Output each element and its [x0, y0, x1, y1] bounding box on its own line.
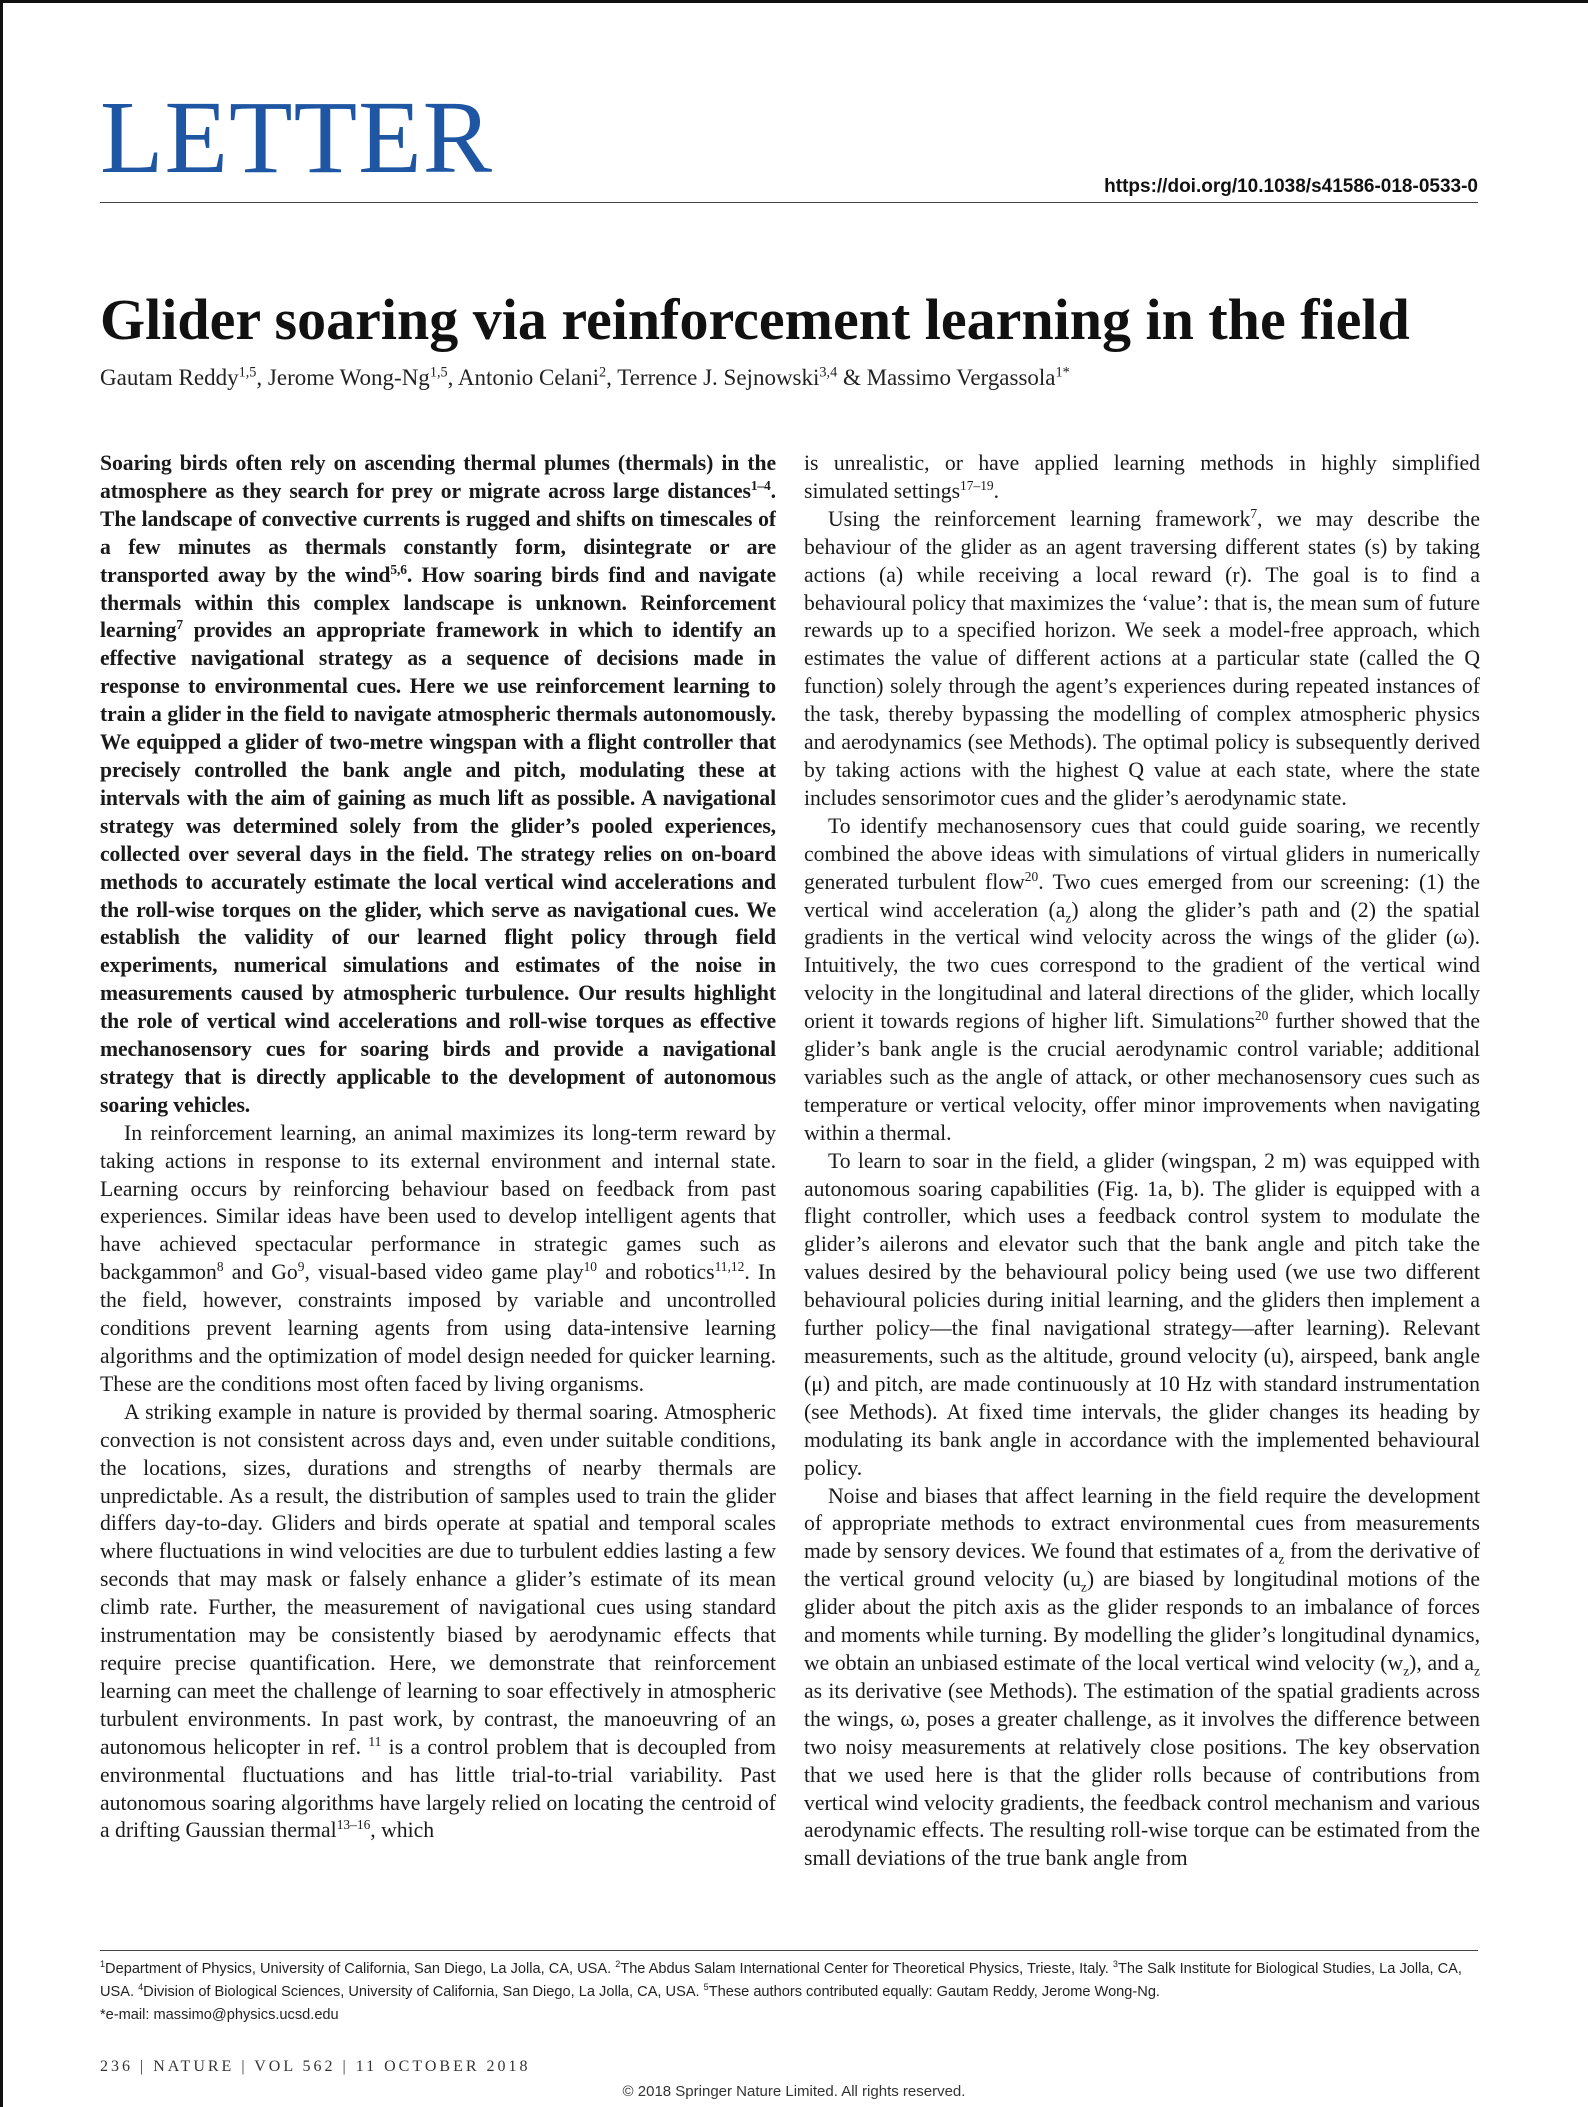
- subscript: z: [1065, 909, 1072, 925]
- author-list: Gautam Reddy$^{1,5}$, Jerome Wong-Ng$^{1,5}$, Antonio Celani$^2$, Terrence J. Sejnowski$^{3,4}$ & Massimo Vergassola$^{1*}$: [100, 364, 1070, 390]
- superscript: 1*: [1055, 364, 1070, 381]
- page-footer: 236 | NATURE | VOL 562 | 11 OCTOBER 2018: [100, 2058, 531, 2075]
- body-paragraph: Using the reinforcement learning framework$^7$, we may describe the behaviour of the glider as an agent traversing different states (s) by taking actions (a) while receiving a local reward (r). The goal is to find a behavioural policy that maximizes the ‘value’: that is, the mean sum of future rewards up to a specified horizon. We seek a model-free approach, which estimates the value of different actions at a particular state (called the Q function) solely through the agent’s experiences during repeated instances of the task, thereby bypassing the modelling of complex atmospheric physics and aerodynamics (see Methods). The optimal policy is subsequently derived by taking actions with the highest Q value at each state, where the state includes sensorimotor cues and the glider’s aerodynamic state.: [804, 505, 1480, 810]
- superscript: 7: [176, 617, 183, 633]
- superscript: 1,5: [238, 364, 257, 381]
- body-paragraph: Noise and biases that affect learning in the field require the development of appropriate methods to extract environmental cues from measurements made by sensory devices. We found that estimates of $a_z$ from the derivative of the vertical ground velocity $(u_z)$ are biased by longitudinal motions of the glider about the pitch axis as the glider responds to an imbalance of forces and moments while turning. By modelling the glider’s longitudinal dynamics, we obtain an unbiased estimate of the local vertical wind velocity $(w_z)$, and $a_z$ as its derivative (see Methods). The estimation of the spatial gradients across the wings, ω, poses a greater challenge, as it involves the difference between two noisy measurements at relatively close positions. The key observation that we used here is that the glider rolls because of contributions from vertical wind velocity gradients, the feedback control mechanism and various aerodynamic effects. The resulting roll-wise torque can be estimated from the small deviations of the true bank angle from: [804, 1483, 1480, 1871]
- copyright-notice: © 2018 Springer Nature Limited. All rights reserved.: [622, 2083, 966, 2100]
- affiliation-list: $^1$Department of Physics, University of California, San Diego, La Jolla, CA, USA. $^2$The Abdus Salam International Center for Theoretical Physics, Trieste, Italy. $^3$The Salk Institute for Biological Studies, La Jolla, CA, USA. $^4$Division of Biological Sciences, University of California, San Diego, La Jolla, CA, USA. $^5$These authors contributed equally: Gautam Reddy, Jerome Wong-Ng.: [100, 1959, 1462, 2000]
- body-paragraph: A striking example in nature is provided by thermal soaring. Atmospheric convection is not consistent across days and, even under suitable conditions, the locations, sizes, durations and strengths of nearby thermals are unpredictable. As a result, the distribution of samples used to train the glider differs day-to-day. Gliders and birds operate at spatial and temporal scales where fluctuations in wind velocities are due to turbulent eddies lasting a few seconds that may mask or falsely enhance a glider’s estimate of its mean climb rate. Further, the measurement of navigational cues using standard instrumentation may be consistently biased by aerodynamic effects that require precise quantification. Here, we demonstrate that reinforcement learning can meet the challenge of learning to soar effectively in atmospheric turbulent environments. In past work, by contrast, the manoeuvring of an autonomous helicopter in ref. $^{11}$ is a control problem that is decoupled from environmental fluctuations and has little trial-to-trial variability. Past autonomous soaring algorithms have largely relied on locating the centroid of a drifting Gaussian thermal$^{13-16}$, which: [100, 1399, 776, 1843]
- section-label: LETTER: [100, 80, 494, 195]
- superscript: 1,5: [429, 364, 448, 381]
- footnote-divider: [100, 1950, 1478, 1951]
- superscript: 17–19: [960, 477, 994, 493]
- body-paragraph: To learn to soar in the field, a glider (wingspan, 2 m) was equipped with autonomous soaring capabilities (Fig. 1a, b). The glider is equipped with a flight controller, which uses a feedback control system to modulate the glider’s ailerons and elevator such that the bank angle and pitch take the values desired by the behavioural policy being used (we use two different behavioural policies during initial learning, and the gliders then implement a further policy—the final navigational strategy—after learning). Relevant measurements, such as the altitude, ground velocity (u), airspeed, bank angle (μ) and pitch, are made continuously at 10 Hz with standard instrumentation (see Methods). At fixed time intervals, the glider changes its heading by modulating its bank angle in accordance with the implemented behavioural policy.: [804, 1148, 1480, 1480]
- article-title: Glider soaring via reinforcement learning in the field: [100, 287, 1410, 352]
- left-column: [100, 450, 776, 1940]
- right-column: [804, 450, 1480, 1940]
- superscript: 11,12: [714, 1259, 745, 1275]
- subscript: z: [1278, 1551, 1285, 1567]
- subscript: z: [1080, 1579, 1087, 1595]
- superscript: 1: [100, 1959, 106, 1970]
- header-divider: [100, 202, 1478, 203]
- superscript: 2: [599, 364, 607, 381]
- subscript: z: [1474, 1663, 1480, 1679]
- superscript: 20: [1254, 1007, 1269, 1023]
- doi-link[interactable]: https://doi.org/10.1038/s41586-018-0533-0: [1104, 176, 1478, 197]
- superscript: 13–16: [336, 1817, 371, 1833]
- affiliations: [100, 1958, 1478, 2027]
- corresponding-email[interactable]: *e-mail: massimo@physics.ucsd.edu: [100, 2007, 339, 2023]
- body-paragraph: To identify mechanosensory cues that could guide soaring, we recently combined the above ideas with simulations of virtual gliders in numerically generated turbulent flow$^{20}$. Two cues emerged from our screening: (1) the vertical wind acceleration $(a_z)$ along the glider’s path and (2) the spatial gradients in the vertical wind velocity across the wings of the glider (ω). Intuitively, the two cues correspond to the gradient of the vertical wind velocity in the longitudinal and lateral directions of the glider, which locally orient it towards regions of higher lift. Simulations$^{20}$ further showed that the glider’s bank angle is the crucial aerodynamic control variable; additional variables such as the angle of attack, or other mechanosensory cues such as temperature or vertical velocity, offer minor improvements when navigating within a thermal.: [804, 813, 1480, 1145]
- superscript: 10: [583, 1259, 597, 1275]
- superscript: 3,4: [819, 364, 838, 381]
- superscript: 9: [297, 1259, 305, 1275]
- left-border: [0, 0, 3, 2107]
- superscript: 2: [615, 1959, 621, 1970]
- superscript: 3: [1112, 1959, 1118, 1970]
- superscript: 11: [368, 1733, 382, 1749]
- superscript: 5,6: [390, 561, 407, 577]
- subscript: z: [1403, 1663, 1410, 1679]
- superscript: 8: [216, 1259, 224, 1275]
- top-border: [0, 0, 1588, 3]
- superscript: 5: [703, 1982, 709, 1993]
- superscript: 4: [138, 1982, 144, 1993]
- body-paragraph: is unrealistic, or have applied learning methods in highly simplified simulated settings$^{17-19}$.: [804, 451, 1480, 503]
- abstract-paragraph: Soaring birds often rely on ascending thermal plumes (thermals) in the atmosphere as they search for prey or migrate across large distances$^{1-4}$. The landscape of convective currents is rugged and shifts on timescales of a few minutes as thermals constantly form, disintegrate or are transported away by the wind$^{5,6}$. How soaring birds find and navigate thermals within this complex landscape is unknown. Reinforcement learning$^7$ provides an appropriate framework in which to identify an effective navigational strategy as a sequence of decisions made in response to environmental cues. Here we use reinforcement learning to train a glider in the field to navigate atmospheric thermals autonomously. We equipped a glider of two-metre wingspan with a flight controller that precisely controlled the bank angle and pitch, modulating these at intervals with the aim of gaining as much lift as possible. A navigational strategy was determined solely from the glider’s pooled experiences, collected over several days in the field. The strategy relies on on-board methods to accurately estimate the local vertical wind accelerations and the roll-wise torques on the glider, which serve as navigational cues. We establish the validity of our learned flight policy through field experiments, numerical simulations and estimates of the noise in measurements caused by atmospheric turbulence. Our results highlight the role of vertical wind accelerations and roll-wise torques as effective mechanosensory cues for soaring birds and provide a navigational strategy that is directly applicable to the development of autonomous soaring vehicles.: [100, 451, 776, 1117]
- superscript: 20: [1024, 868, 1039, 884]
- superscript: 7: [1250, 505, 1258, 521]
- superscript: 1–4: [750, 477, 771, 493]
- body-paragraph: In reinforcement learning, an animal maximizes its long-term reward by taking actions in response to its external environment and internal state. Learning occurs by reinforcing behaviour based on feedback from past experiences. Similar ideas have been used to develop intelligent agents that have achieved spectacular performance in strategic games such as backgammon$^8$ and Go$^9$, visual-based video game play$^{10}$ and robotics$^{11,12}$. In the field, however, constraints imposed by variable and uncontrolled conditions prevent learning agents from using data-intensive learning algorithms and the optimization of model design needed for quicker learning. These are the conditions most often faced by living organisms.: [100, 1120, 776, 1396]
